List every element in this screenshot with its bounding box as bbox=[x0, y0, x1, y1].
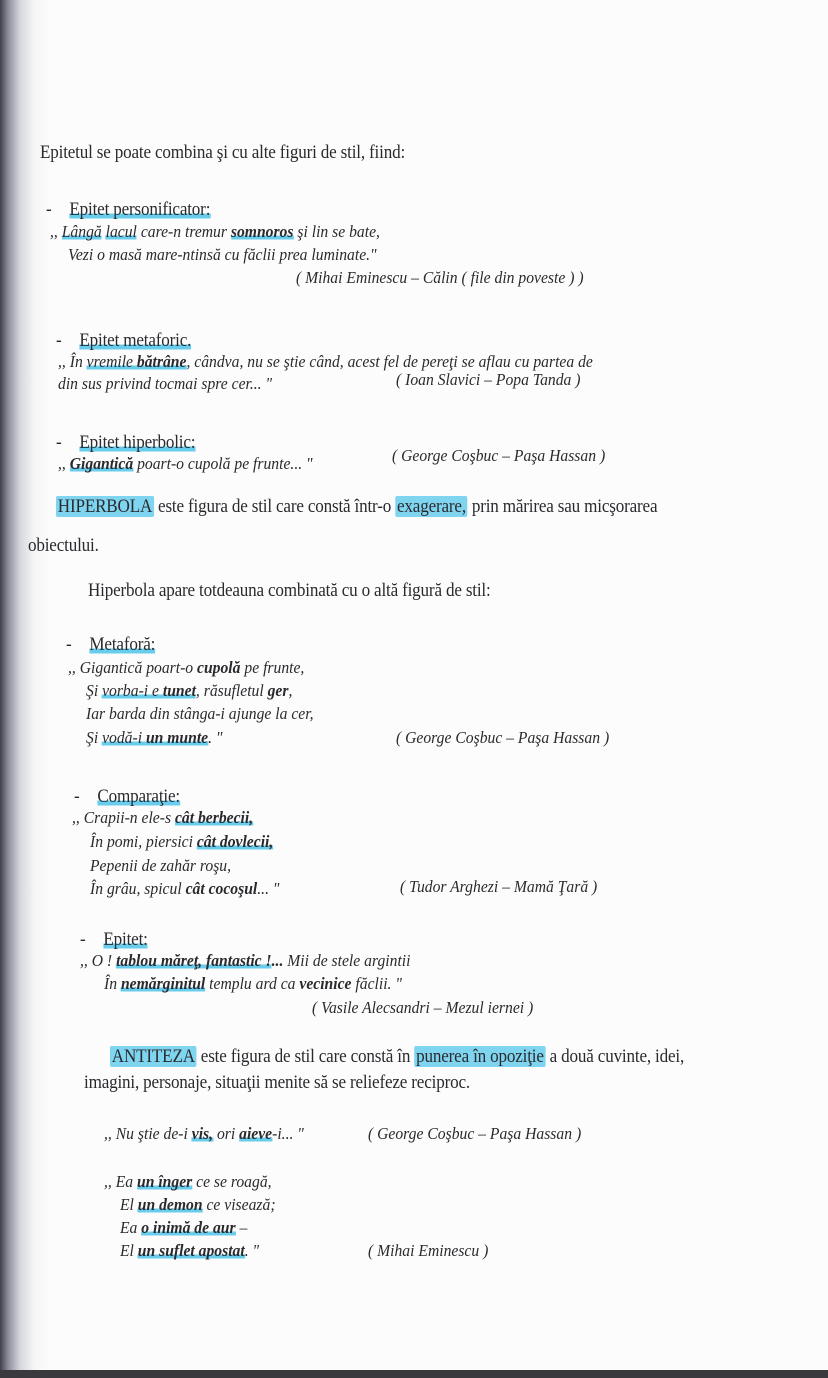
quote-line: În pomi, piersici cât dovlecii, bbox=[90, 832, 274, 851]
heading-epitet-metaforic: - Epitet metaforic. bbox=[56, 330, 192, 351]
quote-line: În grâu, spicul cât cocoşul... " bbox=[90, 879, 280, 898]
intro-text: Epitetul se poate combina şi cu alte figuri de stil, fiind: bbox=[40, 142, 406, 163]
quote-source: ( Vasile Alecsandri – Mezul iernei ) bbox=[312, 998, 534, 1017]
antiteza-definition: ANTITEZA este figura de stil care constă în punerea în opoziţie a două cuvinte, idei, bbox=[111, 1046, 685, 1067]
quote-line: ,, Crapii-n ele-s cât berbecii, bbox=[72, 808, 254, 827]
antiteza-definition-cont: imagini, personaje, situaţii menite să se reliefeze reciproc. bbox=[84, 1072, 470, 1093]
quote-line: ,, Gigantică poart-o cupolă pe frunte... " bbox=[58, 454, 313, 473]
hiperbola-definition: HIPERBOLA este figura de stil care constă într-o exagerare, prin mărirea sau micşorarea bbox=[57, 496, 658, 517]
heading-metafora: - Metaforă: bbox=[66, 634, 156, 655]
quote-line: Şi vodă-i un munte. " bbox=[86, 728, 223, 747]
page-bottom-edge bbox=[0, 1370, 828, 1378]
quote-source: ( Ioan Slavici – Popa Tanda ) bbox=[396, 370, 581, 389]
heading-epitet-personificator: - Epitet personificator: bbox=[46, 199, 211, 220]
quote-line: Vezi o masă mare-ntinsă cu făclii prea luminate." bbox=[68, 245, 377, 264]
quote-source: ( George Coşbuc – Paşa Hassan ) bbox=[396, 728, 610, 747]
quote-source: ( Tudor Arghezi – Mamă Ţară ) bbox=[400, 877, 598, 896]
quote-line: Şi vorba-i e tunet, răsufletul ger, bbox=[86, 681, 293, 700]
quote-line: El un demon ce visează; bbox=[120, 1195, 276, 1214]
quote-line: ,, În vremile bătrâne, cândva, nu se ştie când, acest fel de pereţi se aflau cu partea de bbox=[58, 352, 593, 371]
quote-line: Ea o inimă de aur – bbox=[120, 1218, 248, 1237]
quote-line: ,, Lângă lacul care-n tremur somnoros şi lin se bate, bbox=[50, 222, 380, 241]
quote-line: ,, Nu ştie de-i vis, ori aieve-i... " bbox=[104, 1124, 304, 1143]
hiperbola-definition-cont: obiectului. bbox=[28, 535, 99, 556]
quote-line: El un suflet apostat. " bbox=[120, 1241, 260, 1260]
term-hiperbola: HIPERBOLA bbox=[57, 496, 153, 517]
quote-line: În nemărginitul templu ard ca vecinice făclii. " bbox=[104, 974, 402, 993]
quote-line: ,, Ea un înger ce se roagă, bbox=[104, 1172, 272, 1191]
quote-line: ,, Gigantică poart-o cupolă pe frunte, bbox=[68, 658, 305, 677]
quote-source: ( George Coşbuc – Paşa Hassan ) bbox=[392, 446, 606, 465]
heading-epitet: - Epitet: bbox=[80, 929, 148, 950]
quote-line: Iar barda din stânga-i ajunge la cer, bbox=[86, 704, 314, 723]
quote-source: ( Mihai Eminescu – Călin ( file din poveste ) ) bbox=[296, 268, 584, 287]
term-antiteza: ANTITEZA bbox=[111, 1046, 195, 1067]
quote-line: din sus privind tocmai spre cer... " bbox=[58, 374, 273, 393]
heading-epitet-hiperbolic: - Epitet hiperbolic: bbox=[56, 432, 196, 453]
quote-line: ,, O ! tablou măreţ, fantastic !... Mii de stele argintii bbox=[80, 951, 411, 970]
quote-line: Pepenii de zahăr roşu, bbox=[90, 856, 232, 875]
heading-comparatie: - Comparaţie: bbox=[74, 786, 180, 807]
quote-source: ( Mihai Eminescu ) bbox=[368, 1241, 489, 1260]
quote-source: ( George Coşbuc – Paşa Hassan ) bbox=[368, 1124, 582, 1143]
hiperbola-note: Hiperbola apare totdeauna combinată cu o altă figură de stil: bbox=[88, 580, 491, 601]
